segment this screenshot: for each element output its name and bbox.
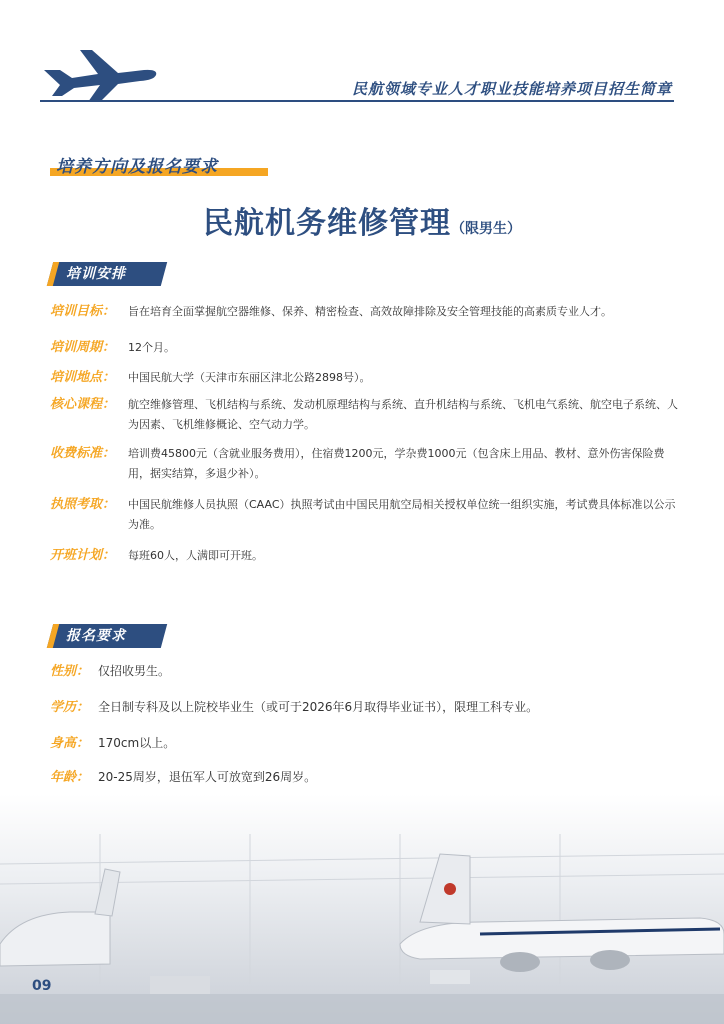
training-item-label: 培训地点：: [50, 370, 116, 385]
requirement-label: 性别：: [50, 664, 90, 679]
training-item-value: 旨在培育全面掌握航空器维修、保养、精密检查、高效故障排除及安全管理技能的高素质专业人才。: [128, 305, 612, 318]
training-item-label: 开班计划：: [50, 548, 116, 563]
hangar-aircraft-image: [0, 794, 724, 1024]
training-item-label: 培训目标：: [50, 304, 116, 319]
requirements-tag: 报名要求: [66, 628, 126, 644]
requirement-label: 学历：: [50, 700, 90, 715]
requirement-value: 全日制专科及以上院校毕业生（或可于2026年6月取得毕业证书），限理工科专业。: [98, 700, 539, 714]
training-item-label: 收费标准：: [50, 446, 116, 461]
airplane-icon: [40, 40, 160, 104]
header-divider: [40, 100, 674, 102]
training-item-label: 核心课程：: [50, 397, 116, 412]
requirement-label: 年龄：: [50, 770, 90, 785]
requirement-label: 身高：: [50, 736, 90, 751]
training-tag: 培训安排: [66, 266, 126, 282]
training-item-value: 中国民航大学（天津市东丽区津北公路2898号）。: [128, 371, 371, 384]
training-item-value: 培训费45800元（含就业服务费用），住宿费1200元，学杂费1000元（包含床上用品、教材、意外伤害保险费用，据实结算，多退少补）。: [128, 447, 665, 480]
training-item-label: 执照考取：: [50, 497, 116, 512]
requirement-value: 170cm以上。: [98, 736, 176, 750]
requirement-value: 20-25周岁，退伍军人可放宽到26周岁。: [98, 770, 317, 784]
page-title: [0, 198, 724, 242]
page-number: 09: [32, 978, 52, 994]
major-title: 民航机务维修管理: [203, 206, 451, 241]
page-header: [0, 0, 724, 110]
training-item-value: 12个月。: [128, 341, 175, 354]
training-item-value: 航空维修管理、飞机结构与系统、发动机原理结构与系统、直升机结构与系统、飞机电气系统、航空电子系统、人为因素、飞机维修概论、空气动力学。: [128, 398, 678, 431]
training-item-value: 每班60人，人满即可开班。: [128, 549, 263, 562]
training-item-value: 中国民航维修人员执照（CAAC）执照考试由中国民用航空局相关授权单位统一组织实施，考试费具体标准以公示为准。: [128, 498, 676, 531]
header-title: 民航领域专业人才职业技能培养项目招生简章: [351, 80, 672, 98]
major-note: （限男生）: [451, 221, 521, 237]
training-item-label: 培训周期：: [50, 340, 116, 355]
section-title: 培养方向及报名要求: [56, 157, 218, 177]
requirement-value: 仅招收男生。: [98, 664, 171, 678]
